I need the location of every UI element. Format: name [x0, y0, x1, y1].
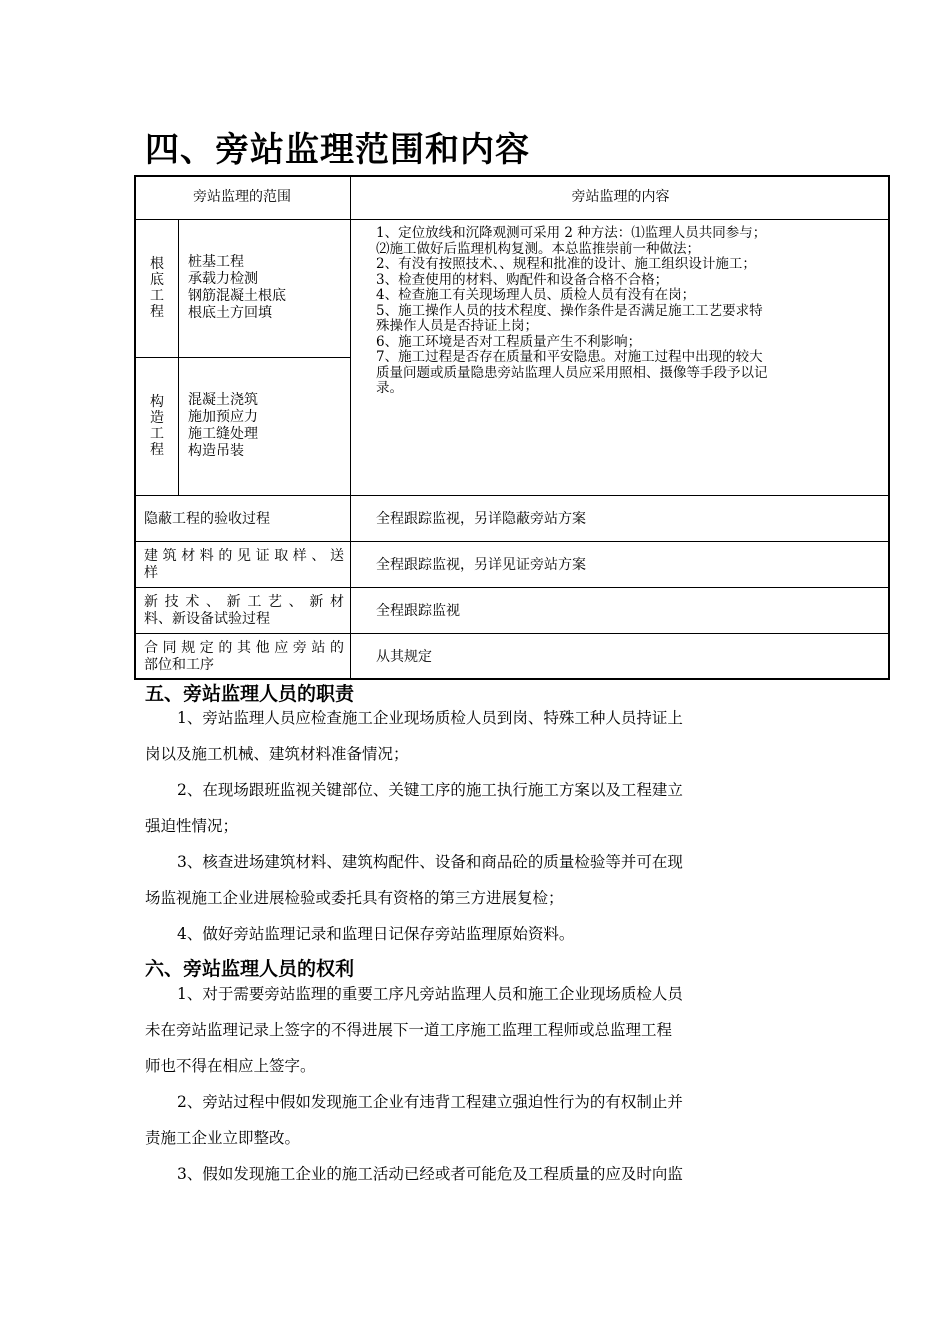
paragraph-line: 师也不得在相应上签字。 — [145, 1057, 316, 1075]
header-content: 旁站监理的内容 — [571, 189, 670, 205]
paragraph-line: 3、核查进场建筑材料、建筑构配件、设备和商品砼的质量检验等并可在现 — [177, 853, 683, 871]
content-line: 2、有没有按照技术、、规程和批准的设计、施工组织设计施工； — [376, 256, 756, 272]
list-item: 根底土方回填 — [188, 305, 272, 321]
table-rule — [134, 587, 890, 588]
group-label-foundation: 根 底 工 程 — [150, 256, 164, 320]
content-line: ⑵施工做好后监理机构复测。本总监推崇前一种做法； — [376, 240, 700, 257]
table-row-scope: 隐蔽工程的验收过程 — [144, 511, 270, 527]
paragraph-line: 1、旁站监理人员应检查施工企业现场质检人员到岗、特殊工种人员持证上 — [177, 709, 683, 727]
section-rights-body — [145, 976, 805, 1192]
content-line: 5、施工操作人员的技术程度、操作条件是否满足施工工艺要求特 — [376, 302, 763, 319]
table-rule — [350, 175, 351, 680]
table-rule — [134, 633, 890, 634]
table-rule — [134, 495, 890, 496]
list-item: 承载力检测 — [188, 271, 258, 287]
table-row-scope: 新技术、新工艺、新材 料、新设备试验过程 — [144, 594, 344, 627]
content-line: 录。 — [376, 380, 403, 396]
supervision-content-list — [376, 226, 868, 397]
paragraph-line: 强迫性情况； — [145, 817, 239, 835]
content-line: 1、定位放线和沉降观测可采用 2 种方法：⑴监理人员共同参与； — [376, 225, 767, 241]
header-scope: 旁站监理的范围 — [193, 189, 291, 205]
table-rule — [134, 219, 890, 220]
paragraph-line: 2、在现场跟班监视关键部位、关键工序的施工执行施工方案以及工程建立 — [177, 781, 683, 799]
table-row-scope: 合同规定的其他应旁站的 部位和工序 — [144, 640, 344, 673]
section-duties-body — [145, 700, 805, 952]
paragraph-line: 责施工企业立即整改。 — [145, 1129, 301, 1147]
group-items-structure — [188, 392, 258, 460]
content-line: 6、施工环境是否对工程质量产生不利影响； — [376, 333, 642, 350]
content-line: 质量问题或质量隐患旁站监理人员应采用照相、摄像等手段予以记 — [376, 364, 768, 381]
content-line: 7、施工过程是否存在质量和平安隐患。对施工过程中出现的较大 — [376, 349, 763, 365]
table-rule — [134, 541, 890, 542]
section-heading-duties: 五、旁站监理人员的职责 — [145, 683, 355, 705]
section-heading-rights: 六、旁站监理人员的权利 — [145, 958, 355, 980]
paragraph-line: 3、假如发现施工企业的施工活动已经或者可能危及工程质量的应及时向监 — [177, 1165, 683, 1183]
paragraph-line: 岗以及施工机械、建筑材料准备情况； — [145, 745, 409, 763]
table-rule — [134, 357, 351, 358]
table-row-content: 全程跟踪监视，另详见证旁站方案 — [376, 557, 586, 573]
content-line: 4、检查施工有关现场理人员、质检人员有没有在岗； — [376, 287, 696, 303]
group-label-structure: 构 造 工 程 — [150, 394, 164, 458]
paragraph-line: 2、旁站过程中假如发现施工企业有违背工程建立强迫性行为的有权制止并 — [177, 1093, 683, 1111]
content-line: 殊操作人员是否持证上岗； — [376, 318, 538, 334]
table-row-content: 全程跟踪监视，另详隐蔽旁站方案 — [376, 511, 586, 527]
paragraph-line: 4、做好旁站监理记录和监理日记保存旁站监理原始资料。 — [177, 925, 575, 943]
paragraph-line: 场监视施工企业进展检验或委托具有资格的第三方进展复检； — [145, 889, 564, 907]
table-row-scope: 建筑材料的见证取样、送 样 — [144, 548, 344, 581]
paragraph-line: 1、对于需要旁站监理的重要工序凡旁站监理人员和施工企业现场质检人员 — [177, 985, 683, 1003]
paragraph-line: 未在旁站监理记录上签字的不得进展下一道工序施工监理工程师或总监理工程 — [145, 1021, 673, 1039]
content-line: 3、检查使用的材料、购配件和设备合格不合格； — [376, 271, 669, 288]
table-row-content: 从其规定 — [376, 649, 432, 665]
table-row-content: 全程跟踪监视 — [376, 603, 460, 619]
list-item: 施加预应力 — [188, 409, 258, 425]
group-items-foundation — [188, 254, 286, 322]
list-item: 混凝土浇筑 — [188, 392, 258, 408]
list-item: 桩基工程 — [188, 254, 244, 270]
list-item: 构造吊装 — [188, 443, 244, 459]
list-item: 施工缝处理 — [188, 426, 258, 442]
list-item: 钢筋混凝土根底 — [188, 288, 286, 304]
table-rule — [178, 219, 179, 495]
page-title: 四、旁站监理范围和内容 — [145, 130, 530, 170]
